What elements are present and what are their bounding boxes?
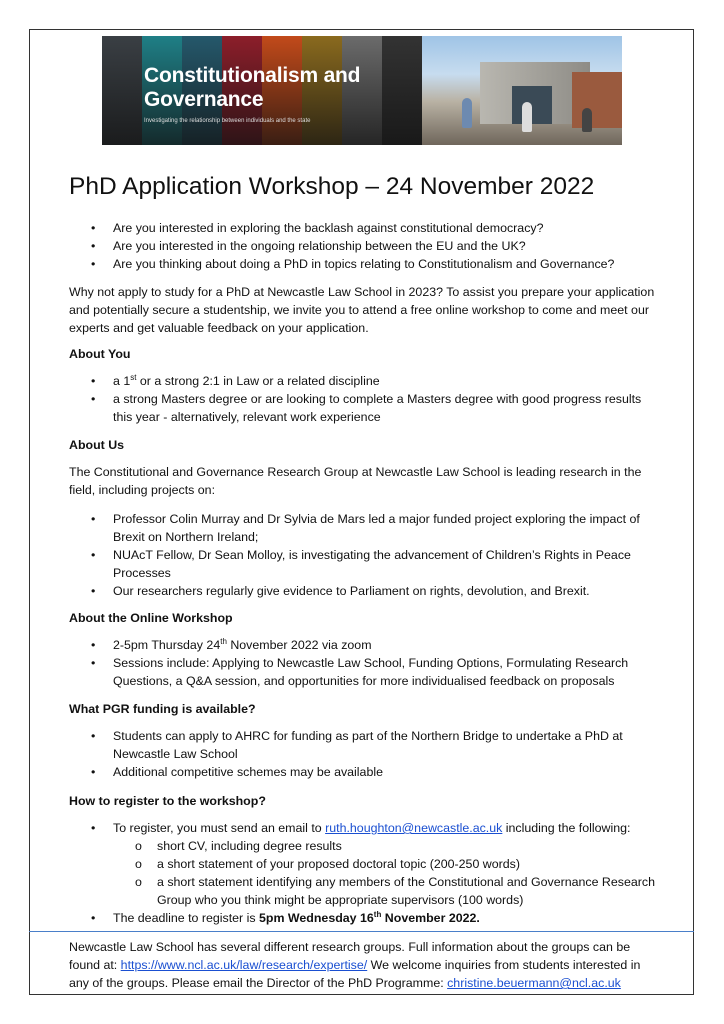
register-list (69, 819, 659, 927)
banner-title: Constitutionalism and Governance (144, 64, 361, 111)
list-item: o a short statement of your proposed doctoral topic (200-250 words) (135, 857, 520, 871)
footer-paragraph: Newcastle Law School has several different research groups. Full information about the groups can be found at: https://www.ncl.ac.uk/law/research/expertise/ We welcome inquiries from students interested in any of the groups. Please email the Director of the PhD Programme: christine.beuermann@ncl.ac.uk (69, 940, 641, 990)
about-you-list (69, 372, 659, 426)
expertise-link[interactable]: https://www.ncl.ac.uk/law/research/expertise/ (120, 958, 368, 972)
list-item: • Are you interested in exploring the backlash against constitutional democracy? (91, 221, 544, 235)
list-item: • a strong Masters degree or are looking to complete a Masters degree with good progress results this year - alternatively, relevant work experience (91, 392, 642, 424)
section-heading-register: How to register to the workshop? (69, 794, 266, 808)
list-item: • Professor Colin Murray and Dr Sylvia de Mars led a major funded project exploring the impact of Brexit on Northern Ireland; (91, 512, 640, 544)
about-us-paragraph: The Constitutional and Governance Research Group at Newcastle Law School is leading research in the field, including projects on: (69, 465, 642, 497)
list-item: • Are you interested in the ongoing relationship between the EU and the UK? (91, 239, 526, 253)
list-item: • Are you thinking about doing a PhD in topics relating to Constitutionalism and Governance? (91, 257, 615, 271)
list-item: • NUAcT Fellow, Dr Sean Molloy, is investigating the advancement of Children’s Rights in Peace Processes (91, 548, 631, 580)
banner-color-strip (382, 36, 423, 145)
register-email-link[interactable]: ruth.houghton@newcastle.ac.uk (325, 821, 503, 835)
funding-list (69, 727, 659, 781)
footer-divider (29, 931, 694, 932)
about-us-list (69, 510, 659, 600)
banner-subtitle: Investigating the relationship between individuals and the state (144, 118, 311, 124)
director-email-link[interactable]: christine.beuermann@ncl.ac.uk (447, 976, 621, 990)
list-item: • Our researchers regularly give evidence to Parliament on rights, devolution, and Brexit. (91, 584, 590, 598)
list-item: • Additional competitive schemes may be available (91, 765, 383, 779)
section-heading-funding: What PGR funding is available? (69, 702, 256, 716)
intro-bullet-list (69, 219, 659, 273)
intro-paragraph: Why not apply to study for a PhD at Newcastle Law School in 2023? To assist you prepare your application and potentially secure a studentship, we invite you to attend a free online workshop to come and meet our experts and get valuable feedback on your application. (69, 285, 655, 335)
list-item: • The deadline to register is 5pm Wednesday 16th November 2022. (91, 909, 480, 925)
list-item: • a 1st or a strong 2:1 in Law or a related discipline (91, 372, 380, 388)
list-item: • Sessions include: Applying to Newcastle Law School, Funding Options, Formulating Research Questions, a Q&A session, and opportunities for more individualised feedback on proposals (91, 656, 629, 688)
banner-color-strip (102, 36, 143, 145)
section-heading-about-us: About Us (69, 438, 125, 452)
register-sub-list (113, 837, 659, 909)
section-heading-workshop: About the Online Workshop (69, 611, 233, 625)
list-item: • 2-5pm Thursday 24th November 2022 via zoom (91, 636, 372, 652)
list-item: • Students can apply to AHRC for funding as part of the Northern Bridge to undertake a PhD at Newcastle Law School (91, 729, 623, 761)
section-heading-about-you: About You (69, 347, 131, 361)
building-photo (422, 36, 622, 145)
page-title: PhD Application Workshop – 24 November 2022 (69, 173, 595, 200)
list-item: o a short statement identifying any members of the Constitutional and Governance Research Group who you think might be appropriate supervisors (100 words) (135, 875, 655, 907)
list-item: o short CV, including degree results (135, 839, 342, 853)
header-banner (102, 36, 622, 145)
workshop-list (69, 636, 659, 690)
list-item: • To register, you must send an email to ruth.houghton@newcastle.ac.uk including the following: o short CV, including degree results o a short statement of your proposed doctoral topic (200-250 words) o a short statement identifying any members of the Constitutional and Governance Research Group who you think might be appropriate supervisors (100 words) (69, 819, 659, 909)
